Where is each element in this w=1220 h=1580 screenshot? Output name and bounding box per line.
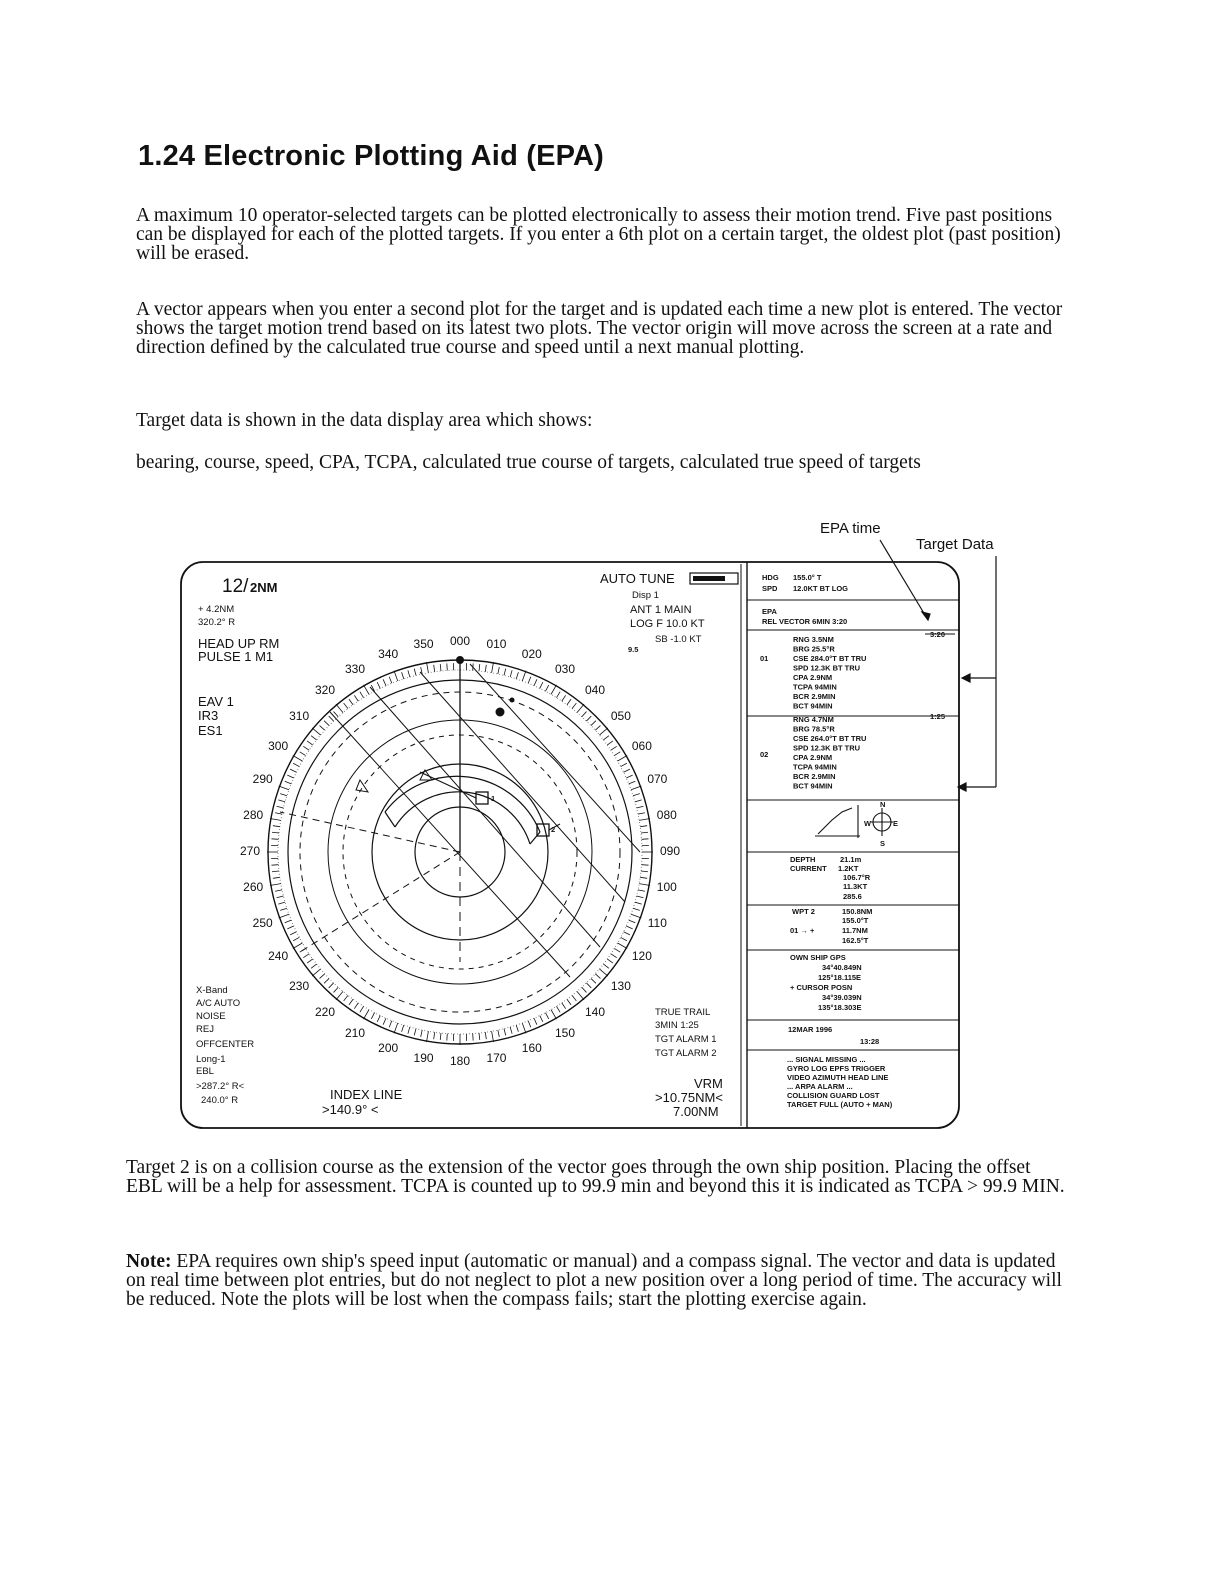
target-1-data-line-4: SPD 12.3K BT TRU (793, 663, 861, 673)
display-mode: HEAD UP RM (198, 636, 280, 651)
target-data-callout: Target Data (916, 536, 994, 553)
paragraph-data-list: bearing, course, speed, CPA, TCPA, calculated true course of targets, calculated true speed of targets (136, 452, 921, 473)
paragraph-targets: A maximum 10 operator-selected targets can be plotted electronically to assess their motion trend. Five past positions can be displayed for each of the plotted targets. If you enter a 6th plot on a certain target, the oldest plot (past position) will be erased. (136, 205, 1061, 264)
waypoint-line-4: 162.5°T (842, 936, 869, 945)
spd-label: SPD (762, 584, 778, 593)
bearing-label: 110 (647, 915, 667, 930)
rel-vector-label: REL VECTOR 6MIN 3:20 (762, 617, 848, 626)
ebl-value-1: >287.2° R< (196, 1081, 245, 1092)
vrm-value-2: 7.00NM (673, 1104, 719, 1119)
cursor-bearing: 320.2° R (198, 617, 236, 628)
waypoint-line-1: 150.8NM (842, 907, 873, 916)
depth-label: DEPTH (790, 855, 816, 864)
target-2-data-line-2: BRG 78.5°R (793, 724, 835, 734)
bearing-label: 170 (486, 1050, 507, 1065)
target-2-data-line-3: CSE 264.0°T BT TRU (793, 734, 867, 743)
cursor-posn-label: + CURSOR POSN (790, 983, 853, 992)
tgt-alarm-2: TGT ALARM 2 (655, 1048, 717, 1059)
range-unit: 2NM (250, 580, 278, 595)
waypoint-route: 01 → + (790, 926, 815, 935)
clock-value: 13:28 (860, 1037, 880, 1046)
ebl-value-2: 240.0° R (201, 1095, 239, 1106)
ebl-label: EBL (196, 1066, 214, 1077)
target-2-data-line-4: SPD 12.3K BT TRU (793, 743, 861, 753)
bearing-label: 280 (243, 807, 264, 822)
waypoint-line-2: 155.0°T (842, 916, 869, 925)
epa-time-1: 3:20 (930, 630, 946, 639)
alarm-line-6: TARGET FULL (AUTO + MAN) (787, 1100, 893, 1109)
own-ship-lon: 125°18.115E (818, 973, 862, 982)
current-line-3: 11.3KT (843, 882, 868, 891)
band-label: X-Band (196, 985, 228, 996)
target-1-data-line-7: BCR 2.9MIN (793, 692, 836, 701)
compass-east: E (893, 819, 899, 828)
spd-value: 12.0KT BT LOG (793, 584, 849, 593)
tune-bar-fill (693, 576, 725, 581)
cursor-lat: 34°39.039N (822, 993, 862, 1002)
target-2-data-line-6: TCPA 94MIN (793, 762, 837, 772)
ir-setting: IR3 (198, 708, 219, 723)
current-line-4: 285.6 (843, 892, 862, 901)
target-1-data-line-8: BCT 94MIN (793, 701, 833, 711)
compass-north: N (880, 800, 886, 809)
auto-tune-label: AUTO TUNE (600, 571, 675, 586)
note-paragraph (126, 1252, 1066, 1309)
paragraph-vector: A vector appears when you enter a second plot for the target and is updated each time a new plot is entered. The vector shows the target motion trend based on its latest two plots. The vector origin will move across the screen at a rate and direction defined by the calculated true course and speed until a next manual plotting. (136, 299, 1063, 358)
bearing-label: 330 (344, 662, 366, 677)
current-label: CURRENT (790, 864, 827, 873)
bearing-label: 060 (631, 739, 652, 753)
bearing-label: 000 (449, 634, 471, 648)
target-1-data-line-5: CPA 2.9NM (793, 673, 833, 682)
bearing-label: 010 (486, 637, 507, 652)
rej-label: REJ (196, 1024, 214, 1035)
offcenter-label: OFFCENTER (196, 1039, 255, 1050)
antenna-setting: ANT 1 MAIN (630, 604, 692, 616)
bearing-label: 050 (610, 709, 631, 723)
bearing-label: 030 (554, 662, 576, 677)
bearing-label: 020 (521, 646, 542, 661)
disp-setting: Disp 1 (632, 590, 659, 601)
paragraph-data-area: Target data is shown in the data display area which shows: (136, 410, 593, 431)
bearing-label: 210 (344, 1025, 366, 1040)
bearing-label: 240 (268, 949, 289, 963)
target-2-data-line-5: CPA 2.9NM (793, 753, 833, 762)
vrm-label: VRM (694, 1076, 723, 1091)
index-line-value: >140.9° < (322, 1102, 379, 1117)
pulse-setting: PULSE 1 M1 (198, 649, 274, 664)
bearing-label: 040 (584, 683, 605, 698)
alarm-line-2: GYRO LOG EPFS TRIGGER (787, 1064, 886, 1073)
bearing-label: 070 (647, 772, 668, 787)
bearing-label: 270 (239, 844, 261, 858)
epa-time-callout: EPA time (820, 520, 881, 537)
ac-label: A/C AUTO (196, 998, 241, 1009)
bearing-label: 100 (656, 880, 677, 895)
set-value: 9.5 (628, 645, 639, 654)
bearing-label: 200 (378, 1041, 399, 1056)
bearing-label: 290 (252, 772, 273, 787)
cursor-lon: 135°18.303E (818, 1003, 862, 1012)
current-line-1: 1.2KT (838, 864, 859, 873)
epa-label: EPA (762, 607, 777, 616)
bearing-label: 090 (659, 844, 681, 858)
target-1-data-line-1: RNG 3.5NM (793, 635, 834, 644)
target-2-data-line-1: RNG 4.7NM (793, 715, 834, 724)
bearing-label: 300 (268, 739, 289, 753)
bearing-label: 140 (584, 1004, 605, 1019)
bearing-label: 320 (314, 683, 336, 698)
bearing-label: 260 (243, 880, 264, 895)
bearing-label: 350 (413, 637, 434, 652)
index-line-label: INDEX LINE (330, 1087, 403, 1102)
alarm-line-4: ... ARPA ALARM ... (787, 1082, 853, 1091)
bearing-label: 220 (314, 1004, 336, 1019)
target-1-data-line-2: BRG 25.5°R (793, 644, 835, 654)
current-line-2: 106.7°R (843, 873, 871, 882)
note-label: Note: (126, 1251, 172, 1272)
waypoint-line-3: 11.7NM (842, 926, 868, 935)
target-1-data-line-3: CSE 284.0°T BT TRU (793, 654, 867, 663)
target-2-data-line-8: BCT 94MIN (793, 781, 833, 791)
tgt-alarm-1: TGT ALARM 1 (655, 1034, 717, 1045)
target-2-number: 02 (760, 750, 769, 759)
target-1-id: 1 (491, 794, 496, 803)
eav-setting: EAV 1 (198, 694, 234, 709)
es-setting: ES1 (198, 723, 223, 738)
target-2-id: 2 (551, 825, 556, 834)
long-label: Long-1 (196, 1054, 226, 1065)
range-value: 12/ (222, 576, 249, 597)
target-1-number: 01 (760, 654, 769, 663)
true-trail-label: TRUE TRAIL (655, 1007, 711, 1018)
own-ship-label: OWN SHIP GPS (790, 953, 846, 962)
alarm-line-3: VIDEO AZIMUTH HEAD LINE (787, 1073, 889, 1082)
bearing-label: 180 (449, 1054, 471, 1068)
bearing-label: 080 (656, 807, 677, 822)
date-value: 12MAR 1996 (788, 1025, 833, 1034)
compass-west: W (864, 819, 872, 828)
epa-time-2: 1:25 (930, 712, 946, 721)
trail-time: 3MIN 1:25 (655, 1020, 699, 1031)
alarm-line-5: COLLISION GUARD LOST (787, 1091, 880, 1100)
vrm-value-1: >10.75NM< (655, 1090, 723, 1105)
bearing-label: 150 (554, 1025, 576, 1040)
sb-speed: SB -1.0 KT (655, 634, 702, 645)
bearing-label: 250 (252, 915, 273, 930)
bearing-label: 160 (521, 1041, 542, 1056)
section-heading: 1.24 Electronic Plotting Aid (EPA) (138, 140, 605, 172)
target-2-data-line-7: BCR 2.9MIN (793, 772, 836, 781)
hdg-label: HDG (762, 573, 779, 582)
bearing-label: 230 (289, 978, 310, 993)
target-1-data-line-6: TCPA 94MIN (793, 682, 837, 692)
bearing-label: 120 (631, 949, 652, 963)
depth-value: 21.1m (840, 855, 862, 864)
own-ship-lat: 34°40.849N (822, 963, 862, 972)
bearing-label: 340 (378, 646, 399, 661)
bearing-label: 190 (413, 1050, 434, 1065)
compass-south: S (880, 839, 886, 848)
note-text: EPA requires own ship's speed input (automatic or manual) and a compass signal. The vector and data is updated on real time between plot entries, but do not neglect to plot a new position over a long period of time. The accuracy will be reduced. Note the plots will be lost when the compass fails; start the plotting exercise again. (126, 1251, 1062, 1310)
log-speed: LOG F 10.0 KT (630, 618, 705, 630)
waypoint-label: WPT 2 (792, 907, 815, 916)
alarm-line-1: ... SIGNAL MISSING ... (787, 1055, 866, 1064)
bearing-label: 310 (289, 709, 310, 723)
bearing-label: 130 (610, 978, 631, 993)
hdg-value: 155.0° T (793, 573, 822, 582)
paragraph-collision: Target 2 is on a collision course as the extension of the vector goes through the own ship position. Placing the offset EBL will be a help for assessment. TCPA is counted up to 99.9 min and beyond this it is indicated as TCPA > 99.9 MIN. (126, 1157, 1065, 1197)
noise-label: NOISE (196, 1011, 226, 1022)
cursor-range: + 4.2NM (198, 604, 235, 615)
